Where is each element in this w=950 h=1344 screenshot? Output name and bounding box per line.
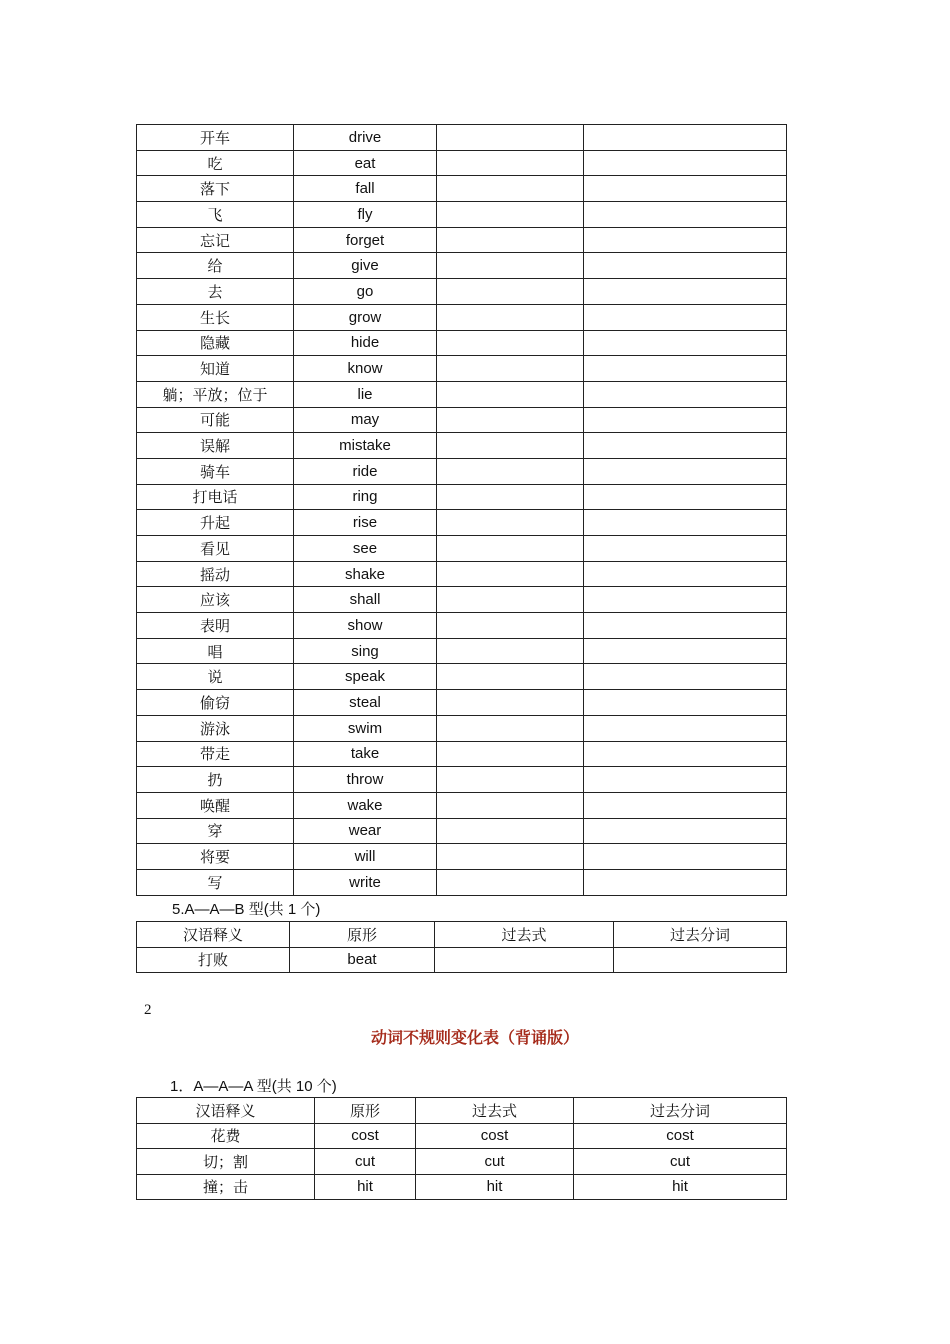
table-row — [137, 587, 787, 613]
cell-past-participle — [584, 767, 787, 793]
cell-base: hide — [294, 330, 437, 356]
cell-base: fall — [294, 176, 437, 202]
cell-base: eat — [294, 150, 437, 176]
aaa-type-table — [136, 1097, 787, 1200]
cell-past — [437, 381, 584, 407]
cell-base: grow — [294, 304, 437, 330]
table-row — [137, 690, 787, 716]
cell-meaning: 应该 — [137, 587, 294, 613]
table-row — [137, 536, 787, 562]
cell-base: ring — [294, 484, 437, 510]
cell-base: will — [294, 844, 437, 870]
cell-base: forget — [294, 227, 437, 253]
cell-past — [437, 638, 584, 664]
table-row — [137, 664, 787, 690]
cell-past: cut — [416, 1149, 574, 1175]
table-row — [137, 1149, 787, 1175]
section-5-heading: 5.A—A—B 型(共 1 个) — [172, 901, 321, 918]
cell-past — [437, 715, 584, 741]
cell-past-participle — [584, 150, 787, 176]
cell-meaning: 骑车 — [137, 458, 294, 484]
header-past: 过去式 — [416, 1098, 574, 1124]
cell-base: take — [294, 741, 437, 767]
table-row — [137, 433, 787, 459]
cell-meaning: 写 — [137, 869, 294, 895]
cell-meaning: 唤醒 — [137, 792, 294, 818]
cell-meaning: 隐藏 — [137, 330, 294, 356]
table-row — [137, 792, 787, 818]
table-row — [137, 1174, 787, 1200]
cell-past-participle — [584, 510, 787, 536]
cell-past-participle — [614, 947, 787, 973]
cell-base: drive — [294, 125, 437, 151]
cell-meaning: 将要 — [137, 844, 294, 870]
cell-meaning: 扔 — [137, 767, 294, 793]
table-row — [137, 613, 787, 639]
cell-base: fly — [294, 202, 437, 228]
cell-base: shall — [294, 587, 437, 613]
cell-meaning: 忘记 — [137, 227, 294, 253]
verb-practice-table — [136, 124, 787, 896]
table-row — [137, 947, 787, 973]
table-row — [137, 381, 787, 407]
table-row — [137, 330, 787, 356]
table-row — [137, 1123, 787, 1149]
table-row — [137, 510, 787, 536]
cell-past-participle — [584, 356, 787, 382]
cell-base: throw — [294, 767, 437, 793]
cell-meaning: 看见 — [137, 536, 294, 562]
table-row — [137, 767, 787, 793]
header-meaning: 汉语释义 — [137, 922, 290, 948]
cell-past — [437, 330, 584, 356]
table-row — [137, 279, 787, 305]
cell-past — [437, 792, 584, 818]
cell-past — [437, 407, 584, 433]
table-row — [137, 561, 787, 587]
cell-past — [437, 356, 584, 382]
cell-past — [437, 561, 584, 587]
cell-past — [437, 869, 584, 895]
cell-past — [437, 227, 584, 253]
cell-meaning: 飞 — [137, 202, 294, 228]
cell-meaning: 生长 — [137, 304, 294, 330]
cell-base: go — [294, 279, 437, 305]
cell-past-participle — [584, 741, 787, 767]
section-1-heading: 1．A—A—A 型(共 10 个) — [170, 1078, 337, 1095]
cell-past-participle — [584, 869, 787, 895]
cell-meaning: 游泳 — [137, 715, 294, 741]
cell-meaning: 说 — [137, 664, 294, 690]
cell-past-participle — [584, 561, 787, 587]
cell-past-participle — [584, 202, 787, 228]
table-row — [137, 304, 787, 330]
table-row — [137, 125, 787, 151]
cell-meaning: 打败 — [137, 947, 290, 973]
cell-past-participle — [584, 304, 787, 330]
cell-meaning: 切；割 — [137, 1149, 315, 1175]
cell-past — [437, 587, 584, 613]
cell-past: hit — [416, 1174, 574, 1200]
cell-base: cut — [315, 1149, 416, 1175]
cell-past-participle — [584, 381, 787, 407]
header-past-participle: 过去分词 — [574, 1098, 787, 1124]
cell-past-participle — [584, 690, 787, 716]
cell-past-participle — [584, 227, 787, 253]
cell-meaning: 表明 — [137, 613, 294, 639]
cell-past-participle — [584, 279, 787, 305]
cell-base: shake — [294, 561, 437, 587]
cell-past — [437, 484, 584, 510]
cell-past — [437, 150, 584, 176]
table-row — [137, 484, 787, 510]
cell-past-participle — [584, 818, 787, 844]
cell-base: show — [294, 613, 437, 639]
cell-past-participle: cost — [574, 1123, 787, 1149]
table-row — [137, 638, 787, 664]
cell-past-participle — [584, 330, 787, 356]
document-title: 动词不规则变化表（背诵版） — [370, 1030, 579, 1047]
cell-meaning: 落下 — [137, 176, 294, 202]
cell-meaning: 知道 — [137, 356, 294, 382]
cell-base: see — [294, 536, 437, 562]
table-header-row — [137, 1098, 787, 1124]
cell-base: beat — [290, 947, 435, 973]
cell-base: swim — [294, 715, 437, 741]
cell-meaning: 躺；平放；位于 — [137, 381, 294, 407]
cell-past — [437, 279, 584, 305]
cell-base: steal — [294, 690, 437, 716]
cell-past — [437, 510, 584, 536]
table-row — [137, 818, 787, 844]
header-base: 原形 — [290, 922, 435, 948]
page-number: 2 — [144, 1002, 152, 1018]
cell-base: cost — [315, 1123, 416, 1149]
cell-meaning: 升起 — [137, 510, 294, 536]
header-past-participle: 过去分词 — [614, 922, 787, 948]
cell-base: speak — [294, 664, 437, 690]
cell-past-participle — [584, 484, 787, 510]
cell-past — [437, 844, 584, 870]
cell-past-participle — [584, 125, 787, 151]
cell-meaning: 误解 — [137, 433, 294, 459]
cell-meaning: 去 — [137, 279, 294, 305]
cell-past — [437, 176, 584, 202]
table-row — [137, 844, 787, 870]
cell-past-participle — [584, 458, 787, 484]
cell-past — [437, 253, 584, 279]
cell-past — [437, 613, 584, 639]
table-row — [137, 356, 787, 382]
cell-past-participle — [584, 844, 787, 870]
cell-past — [437, 818, 584, 844]
cell-base: give — [294, 253, 437, 279]
cell-past-participle: cut — [574, 1149, 787, 1175]
cell-past-participle — [584, 587, 787, 613]
table-row — [137, 715, 787, 741]
cell-past-participle — [584, 792, 787, 818]
cell-past-participle — [584, 638, 787, 664]
table-row — [137, 741, 787, 767]
cell-past-participle — [584, 536, 787, 562]
cell-past — [437, 664, 584, 690]
cell-base: write — [294, 869, 437, 895]
table-row — [137, 253, 787, 279]
cell-base: lie — [294, 381, 437, 407]
cell-past-participle — [584, 407, 787, 433]
cell-base: sing — [294, 638, 437, 664]
cell-base: wake — [294, 792, 437, 818]
header-past: 过去式 — [435, 922, 614, 948]
cell-past — [437, 125, 584, 151]
table-header-row — [137, 922, 787, 948]
cell-base: know — [294, 356, 437, 382]
cell-past-participle — [584, 433, 787, 459]
cell-past — [437, 536, 584, 562]
table-row — [137, 202, 787, 228]
cell-past-participle — [584, 613, 787, 639]
aab-type-table — [136, 921, 787, 973]
cell-meaning: 唱 — [137, 638, 294, 664]
cell-base: wear — [294, 818, 437, 844]
cell-past — [437, 458, 584, 484]
cell-meaning: 偷窃 — [137, 690, 294, 716]
cell-past — [437, 741, 584, 767]
cell-past-participle — [584, 253, 787, 279]
cell-past — [437, 304, 584, 330]
cell-past — [435, 947, 614, 973]
cell-meaning: 摇动 — [137, 561, 294, 587]
cell-meaning: 撞；击 — [137, 1174, 315, 1200]
table-row — [137, 869, 787, 895]
cell-base: ride — [294, 458, 437, 484]
table-row — [137, 227, 787, 253]
cell-past — [437, 433, 584, 459]
table-row — [137, 458, 787, 484]
header-base: 原形 — [315, 1098, 416, 1124]
cell-meaning: 给 — [137, 253, 294, 279]
cell-past — [437, 690, 584, 716]
cell-meaning: 可能 — [137, 407, 294, 433]
cell-past-participle — [584, 664, 787, 690]
table-row — [137, 176, 787, 202]
cell-base: may — [294, 407, 437, 433]
cell-meaning: 打电话 — [137, 484, 294, 510]
cell-base: mistake — [294, 433, 437, 459]
cell-past — [437, 202, 584, 228]
cell-past-participle — [584, 715, 787, 741]
table-row — [137, 407, 787, 433]
cell-meaning: 吃 — [137, 150, 294, 176]
cell-base: hit — [315, 1174, 416, 1200]
cell-past — [437, 767, 584, 793]
cell-past-participle — [584, 176, 787, 202]
cell-meaning: 带走 — [137, 741, 294, 767]
cell-meaning: 穿 — [137, 818, 294, 844]
table-row — [137, 150, 787, 176]
cell-past: cost — [416, 1123, 574, 1149]
cell-meaning: 花费 — [137, 1123, 315, 1149]
cell-past-participle: hit — [574, 1174, 787, 1200]
cell-meaning: 开车 — [137, 125, 294, 151]
cell-base: rise — [294, 510, 437, 536]
header-meaning: 汉语释义 — [137, 1098, 315, 1124]
